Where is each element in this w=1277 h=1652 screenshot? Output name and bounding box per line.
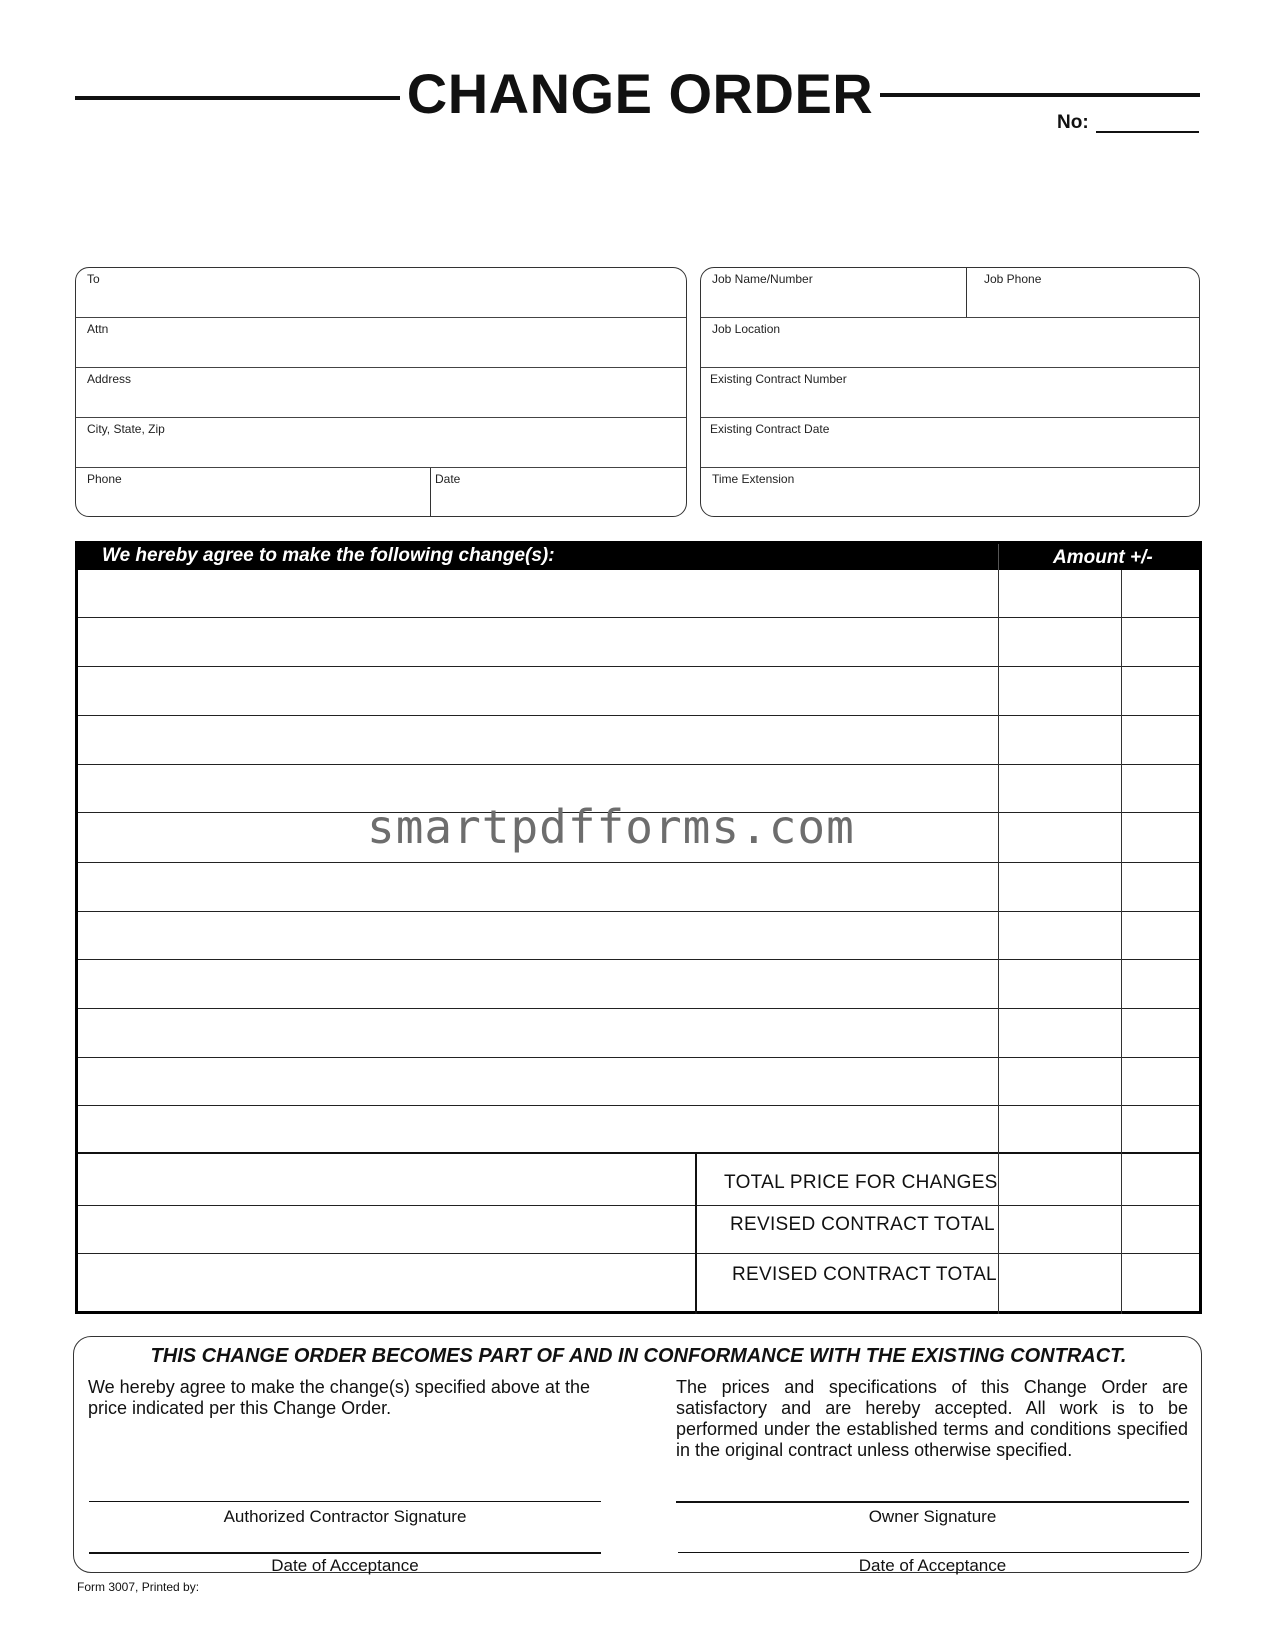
amount-column-divider bbox=[998, 570, 999, 1314]
phone-label: Phone bbox=[87, 472, 122, 486]
header-separator bbox=[998, 544, 999, 570]
total-row[interactable] bbox=[78, 1154, 1199, 1206]
attn-label: Attn bbox=[87, 322, 109, 336]
owner-signature-line[interactable] bbox=[676, 1501, 1189, 1503]
page-title: CHANGE ORDER bbox=[406, 62, 874, 125]
agreement-title: THIS CHANGE ORDER BECOMES PART OF AND IN CONFORMANCE WITH THE EXISTING CONTRACT. bbox=[150, 1345, 1127, 1367]
order-number-label: No: bbox=[1057, 112, 1089, 133]
change-row[interactable] bbox=[78, 863, 1199, 912]
address-field[interactable] bbox=[76, 368, 686, 418]
title-rule-left bbox=[75, 96, 400, 100]
job-name-number-label: Job Name/Number bbox=[712, 272, 813, 286]
date-label: Date bbox=[435, 472, 461, 486]
change-row[interactable] bbox=[78, 912, 1199, 960]
phone-field[interactable] bbox=[76, 468, 430, 517]
city-state-zip-label: City, State, Zip bbox=[87, 422, 165, 436]
change-row[interactable] bbox=[78, 1106, 1199, 1154]
change-row[interactable] bbox=[78, 716, 1199, 765]
city-state-zip-field[interactable] bbox=[76, 418, 686, 468]
total-row[interactable] bbox=[78, 1206, 1199, 1254]
job-location-label: Job Location bbox=[712, 322, 781, 336]
contractor-statement: We hereby agree to make the change(s) specified above at the price indicated per this Change Order. bbox=[88, 1377, 590, 1418]
contractor-signature-line[interactable] bbox=[89, 1501, 601, 1502]
time-extension-label: Time Extension bbox=[712, 472, 795, 486]
owner-statement: The prices and specifications of this Change Order are satisfactory and are hereby accepted. All work is to be performed under the established terms and conditions specified in the original contract unless otherwise specified. bbox=[676, 1377, 1188, 1460]
change-row[interactable] bbox=[78, 960, 1199, 1009]
existing-contract-number-label: Existing Contract Number bbox=[710, 372, 847, 386]
existing-contract-date-label: Existing Contract Date bbox=[710, 422, 830, 436]
job-phone-field[interactable] bbox=[966, 268, 1199, 317]
form-footer: Form 3007, Printed by: bbox=[77, 1580, 200, 1594]
existing-contract-number-field[interactable] bbox=[701, 368, 1199, 418]
job-name-number-field[interactable] bbox=[701, 268, 966, 317]
job-location-field[interactable] bbox=[701, 318, 1199, 368]
to-label: To bbox=[87, 272, 100, 286]
contractor-signature-label: Authorized Contractor Signature bbox=[223, 1507, 467, 1526]
change-row[interactable] bbox=[78, 618, 1199, 667]
title-rule-right bbox=[880, 93, 1200, 97]
contractor-date-line[interactable] bbox=[89, 1552, 601, 1554]
job-info-box bbox=[700, 267, 1200, 517]
order-number-field[interactable] bbox=[1096, 131, 1199, 133]
change-row[interactable] bbox=[78, 667, 1199, 716]
watermark: smartpdfforms.com bbox=[367, 800, 855, 854]
address-label: Address bbox=[87, 372, 132, 386]
attn-field[interactable] bbox=[76, 318, 686, 368]
owner-date-label: Date of Acceptance bbox=[858, 1556, 1007, 1575]
changes-table-header bbox=[78, 544, 1199, 570]
time-extension-field[interactable] bbox=[701, 468, 1199, 517]
total-price-label: TOTAL PRICE FOR CHANGES bbox=[724, 1172, 998, 1193]
date-field[interactable] bbox=[430, 468, 686, 517]
job-phone-label: Job Phone bbox=[984, 272, 1042, 286]
change-row[interactable] bbox=[78, 570, 1199, 618]
to-field[interactable] bbox=[76, 268, 686, 318]
total-row[interactable] bbox=[78, 1254, 1199, 1314]
cents-column-divider bbox=[1121, 570, 1122, 1314]
change-row[interactable] bbox=[78, 1009, 1199, 1058]
totals-divider bbox=[695, 1154, 697, 1314]
owner-date-line[interactable] bbox=[678, 1552, 1189, 1553]
amount-header: Amount +/- bbox=[1053, 547, 1153, 568]
existing-contract-date-field[interactable] bbox=[701, 418, 1199, 468]
changes-table bbox=[75, 541, 1202, 1314]
owner-signature-label: Owner Signature bbox=[868, 1507, 997, 1526]
change-row[interactable] bbox=[78, 1058, 1199, 1106]
contractor-date-label: Date of Acceptance bbox=[271, 1556, 419, 1575]
revised-total-label-2: REVISED CONTRACT TOTAL bbox=[732, 1264, 997, 1285]
revised-total-label: REVISED CONTRACT TOTAL bbox=[730, 1214, 995, 1235]
changes-description-header: We hereby agree to make the following change(s): bbox=[102, 545, 555, 566]
recipient-info-box bbox=[75, 267, 687, 517]
